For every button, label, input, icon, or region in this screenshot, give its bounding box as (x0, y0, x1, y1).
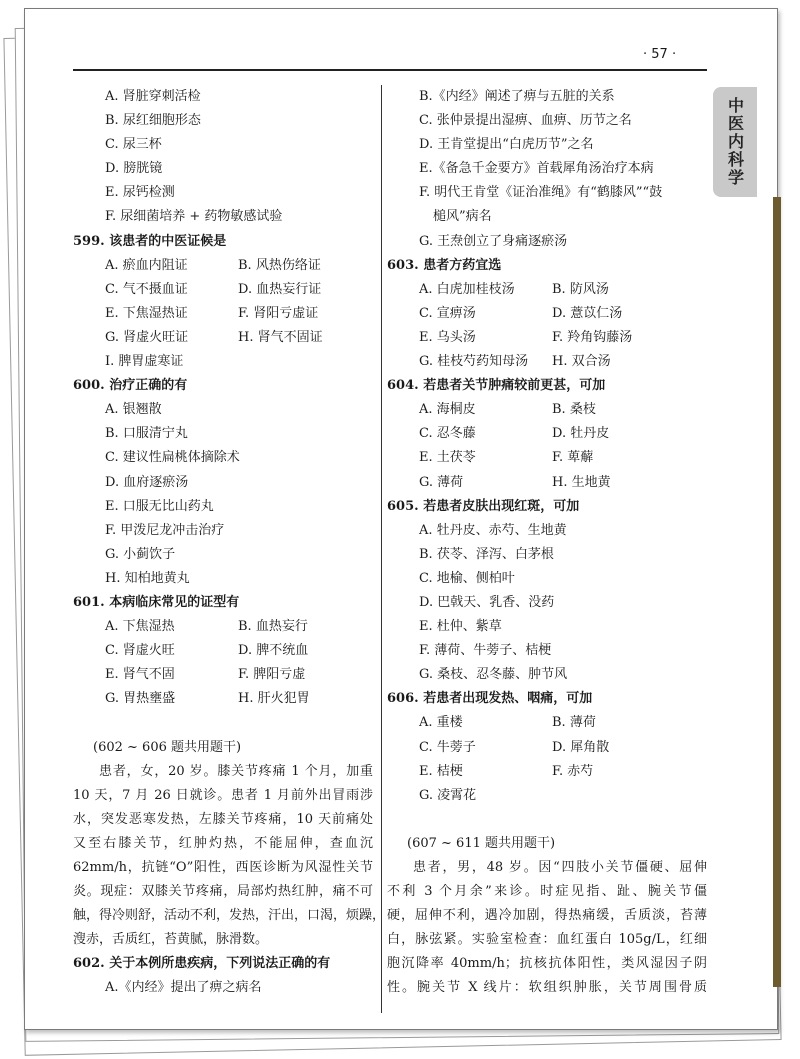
option: B. 风热伤络证 (238, 257, 321, 273)
option: F. 赤芍 (552, 763, 594, 779)
option: A. 银翘散 (105, 402, 162, 418)
option: H. 双合汤 (552, 354, 611, 370)
option-row (73, 278, 373, 302)
option: D. 脾不统血 (238, 643, 309, 659)
option: E. 口服无比山药丸 (105, 498, 214, 514)
option: A. 肾脏穿刺活检 (105, 89, 201, 104)
option: C. 建议性扁桃体摘除术 (105, 450, 240, 466)
option-row (387, 446, 707, 470)
question-601: 601. 本病临床常见的证型有 (73, 594, 240, 610)
question-600: 600. 治疗正确的有 (73, 378, 188, 394)
question-599: 599. 该患者的中医证候是 (73, 233, 227, 249)
option: H. 生地黄 (552, 474, 611, 490)
option-row (387, 422, 707, 446)
option: C. 气不摄血证 (105, 281, 188, 297)
chapter-side-tab: 中医内科学 (713, 87, 757, 197)
option: G. 肾虚火旺证 (105, 329, 189, 345)
option: F. 甲泼尼龙冲击治疗 (105, 522, 225, 538)
option: A. 重楼 (419, 715, 463, 731)
option: E.《备急千金要方》首载犀角汤治疗本病 (419, 161, 654, 177)
option-row (73, 326, 373, 350)
option-row (73, 639, 373, 663)
option: H. 知柏地黄丸 (105, 570, 190, 586)
edge-stripe (773, 197, 781, 987)
option-row (387, 471, 707, 495)
option: A. 白虎加桂枝汤 (419, 281, 515, 297)
spacer (73, 711, 373, 735)
option: A.《内经》提出了痹之病名 (105, 980, 262, 996)
option: B. 茯苓、泽泻、白茅根 (419, 546, 554, 562)
option: A. 下焦湿热 (105, 619, 175, 635)
question-606: 606. 若患者出现发热、咽痛，可加 (387, 691, 593, 707)
option: B.《内经》阐述了痹与五脏的关系 (419, 89, 615, 104)
option: G. 王焘创立了身痛逐瘀汤 (419, 233, 568, 249)
option-row (387, 711, 707, 735)
spacer (387, 808, 707, 832)
case-text-line: 10 天，7 月 26 日就诊。患者 1 月前外出冒雨涉 (73, 787, 373, 803)
option: B. 薄荷 (552, 715, 596, 731)
option: D. 巴戟天、乳香、没药 (419, 594, 555, 610)
shared-stem-header: (602 ~ 606 题共用题干) (93, 739, 242, 755)
option: G. 凌霄花 (419, 787, 477, 803)
right-column (387, 85, 707, 1001)
case-text-line: 白，脉弦紧。实验室检查：血红蛋白 105g/L，红细 (387, 932, 707, 948)
option: D. 牡丹皮 (552, 426, 610, 442)
case-text-line: 触，得冷则舒，活动不利，发热，汗出，口渴，烦躁， (73, 908, 386, 924)
option: D. 膀胱镜 (105, 161, 163, 177)
option: F. 脾阳亏虚 (238, 667, 306, 683)
option: C. 肾虚火旺 (105, 643, 175, 659)
option: A. 瘀血内阻证 (105, 257, 188, 273)
option: E. 下焦湿热证 (105, 305, 188, 321)
option: G. 胃热壅盛 (105, 691, 176, 707)
option: C. 张仲景提出湿痹、血痹、历节之名 (419, 113, 632, 129)
option: F. 肾阳亏虚证 (238, 305, 319, 321)
option-row (387, 302, 707, 326)
option: E. 桔梗 (419, 763, 463, 779)
book-page (24, 8, 778, 1030)
option-row (387, 398, 707, 422)
page-number: · 57 · (643, 47, 677, 62)
case-text-line: 不利 3 个月余”来诊。时症见指、趾、腕关节僵 (387, 884, 707, 900)
option: D. 薏苡仁汤 (552, 305, 623, 321)
option: C. 宣痹汤 (419, 305, 476, 321)
option: A. 牡丹皮、赤芍、生地黄 (419, 522, 567, 538)
option: F. 萆薢 (552, 450, 594, 466)
option-row (387, 760, 707, 784)
option: E. 尿钙检测 (105, 185, 175, 201)
option-continuation: 槌风”病名 (433, 209, 492, 225)
option: E. 肾气不固 (105, 667, 175, 683)
header-rule (73, 69, 707, 71)
option-row (387, 278, 707, 302)
case-text-line: 炎。现症：双膝关节疼痛，局部灼热红肿，痛不可 (73, 884, 373, 900)
option: I. 脾胃虚寒证 (105, 354, 184, 370)
option-row (73, 615, 373, 639)
option: D. 血热妄行证 (238, 281, 322, 297)
shared-stem-header: (607 ~ 611 题共用题干) (407, 835, 556, 851)
case-text-line: 硬，屈伸不利，遇冷加剧，得热痛缓，舌质淡，苔薄 (387, 908, 707, 924)
option: H. 肝火犯胃 (238, 691, 310, 707)
option: F. 薄荷、牛蒡子、桔梗 (419, 643, 552, 659)
option: C. 尿三杯 (105, 137, 162, 153)
option-row (73, 663, 373, 687)
option: F. 明代王肯堂《证治准绳》有“鹤膝风”“鼓 (419, 185, 663, 201)
option: B. 血热妄行 (238, 619, 308, 635)
option: D. 犀角散 (552, 739, 610, 755)
option: D. 王肯堂提出“白虎历节”之名 (419, 137, 594, 153)
question-605: 605. 若患者皮肤出现红斑，可加 (387, 498, 580, 514)
option: D. 血府逐瘀汤 (105, 474, 189, 490)
column-divider (381, 85, 382, 1013)
option: A. 海桐皮 (419, 402, 476, 418)
option: G. 桑枝、忍冬藤、肿节风 (419, 667, 568, 683)
case-text-line: 患者，男，48 岁。因“四肢小关节僵硬、屈伸 (413, 860, 707, 875)
option-row (73, 687, 373, 711)
option: B. 尿红细胞形态 (105, 113, 201, 129)
option-row (387, 326, 707, 350)
option: H. 肾气不固证 (238, 329, 323, 345)
question-604: 604. 若患者关节肿痛较前更甚，可加 (387, 378, 606, 394)
option-row (73, 302, 373, 326)
option: C. 地榆、侧柏叶 (419, 570, 515, 586)
question-602: 602. 关于本例所患疾病，下列说法正确的有 (73, 956, 331, 972)
option-row (387, 736, 707, 760)
case-text-line: 又至右膝关节，红肿灼热，不能屈伸，查血沉 (73, 835, 373, 851)
option: F. 尿细菌培养 + 药物敏感试验 (105, 209, 283, 225)
option: B. 桑枝 (552, 402, 596, 418)
option: G. 小蓟饮子 (105, 546, 176, 562)
case-text-line: 水，突发恶寒发热，左膝关节疼痛，10 天前痛处 (73, 811, 373, 827)
case-text-line: 胞沉降率 40mm/h；抗核抗体阳性，类风湿因子阴 (387, 956, 707, 972)
option: B. 防风汤 (552, 281, 609, 297)
question-603: 603. 患者方药宜选 (387, 257, 502, 273)
case-text-line: 62mm/h，抗链“O”阳性，西医诊断为风湿性关节 (73, 860, 373, 875)
option: G. 桂枝芍药知母汤 (419, 354, 529, 370)
option-row (73, 254, 373, 278)
case-text-line: 性。腕关节 X 线片：软组织肿胀，关节周围骨质 (387, 980, 707, 996)
option: G. 薄荷 (419, 474, 464, 490)
option: C. 忍冬藤 (419, 426, 476, 442)
option: F. 羚角钩藤汤 (552, 329, 633, 345)
option: B. 口服清宁丸 (105, 426, 188, 442)
option: E. 土茯苓 (419, 450, 476, 466)
left-column (73, 85, 386, 1001)
case-text-line: 患者，女，20 岁。膝关节疼痛 1 个月，加重 (99, 763, 373, 779)
option: E. 杜仲、紫草 (419, 619, 502, 635)
case-text-line: 溲赤，舌质红，苔黄腻，脉滑数。 (73, 932, 269, 948)
option: E. 乌头汤 (419, 329, 476, 345)
option: C. 牛蒡子 (419, 739, 476, 755)
option-row (387, 350, 707, 374)
